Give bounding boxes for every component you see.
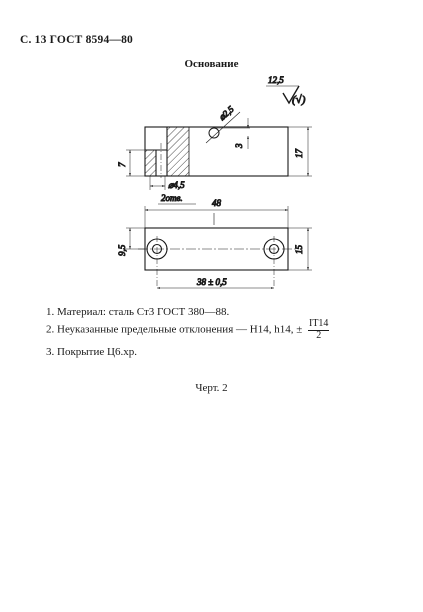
dim-length: 48 [212,198,221,208]
dim-left-height: 7 [117,162,127,167]
note-material-text: 1. Материал: сталь Ст3 ГОСТ 380—88. [46,306,230,318]
roughness-symbol [266,75,306,106]
note-coating [46,345,137,359]
tolerance-fraction [308,319,329,341]
dim-height: 17 [294,149,304,158]
roughness-extra: (√) [292,94,306,106]
note-tolerances-text: 2. Неуказанные предельные отклонения — H14, h14, ± [46,323,303,336]
fraction-numerator: IT14 [308,318,329,329]
note-material [46,305,229,319]
note-coating-text: 3. Покрытие Ц6.хр. [46,346,137,358]
dim-hole-offset: 3 [234,143,244,148]
dim-holes-count: 2отв. [161,193,183,203]
fraction-denominator: 2 [316,329,322,341]
dim-hole-dia: ⌀2,5 [216,103,236,123]
front-view [117,104,312,204]
section-hatch [167,127,189,176]
dim-left-offset: 9,5 [117,244,127,256]
top-view [117,198,312,288]
note-tolerances [46,319,329,341]
dim-width: 15 [294,245,304,254]
dim-centers: 38 ± 0,5 [197,277,227,287]
figure-caption: Черт. 2 [195,382,228,394]
roughness-value: 12,5 [268,75,284,85]
counterbore-hatch [145,150,156,176]
page-header: С. 13 ГОСТ 8594—80 [20,34,133,46]
hole-dia-circle [209,128,219,138]
dim-small-dia: ⌀4,5 [168,180,185,190]
section-title: Основание [184,58,239,70]
